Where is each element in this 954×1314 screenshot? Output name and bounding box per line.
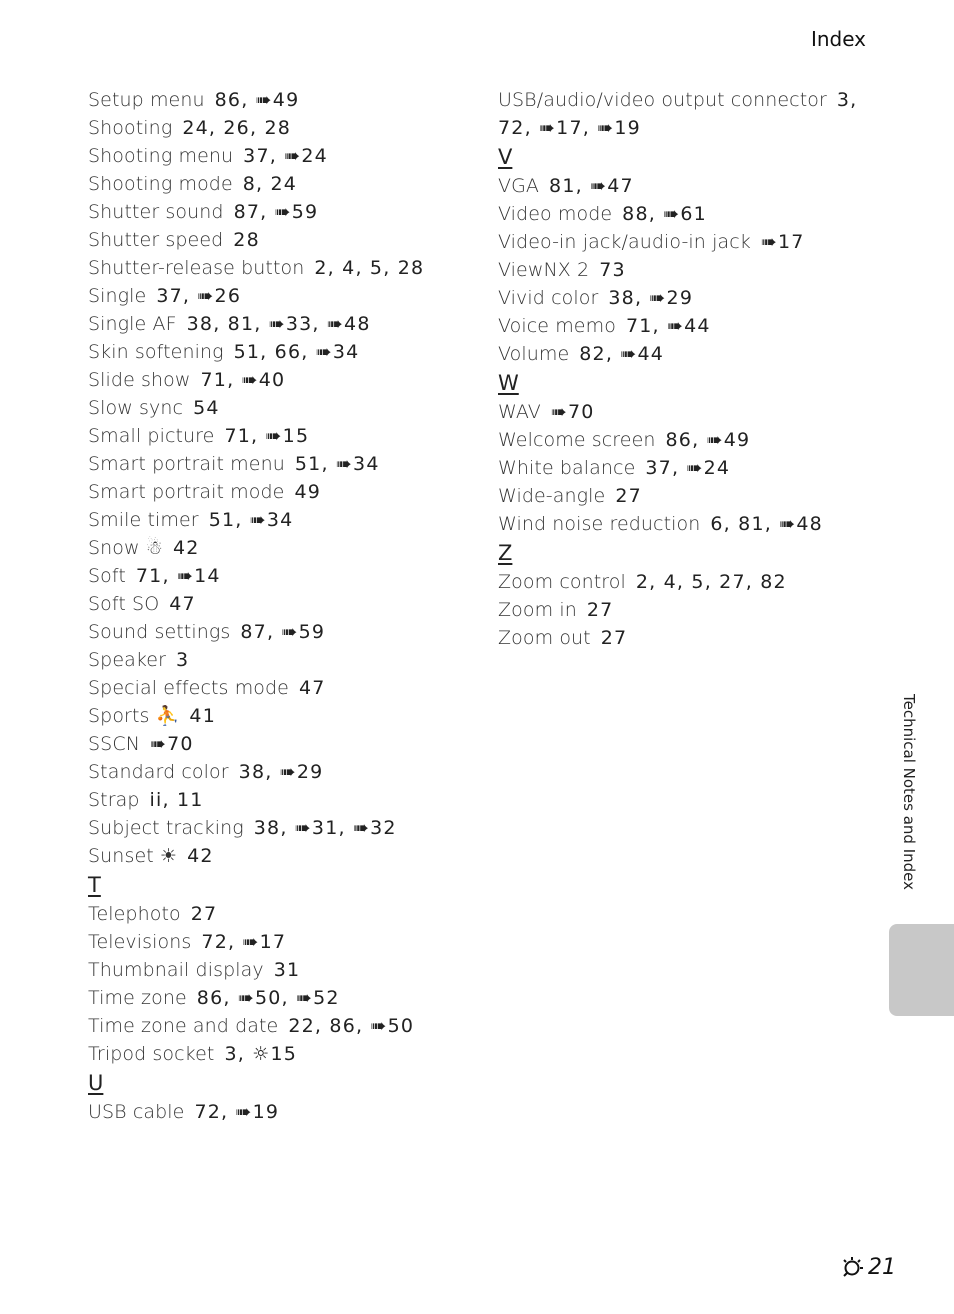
index-entry [88,478,468,506]
index-term: Slide show [88,369,191,391]
index-page-refs[interactable]: 2, 4, 5, 27, 82 [635,571,787,593]
index-term: Time zone and date [88,1015,279,1037]
index-term: Video mode [498,203,613,225]
index-letter-heading: U [88,1071,104,1095]
index-entry [88,702,468,730]
index-page-refs[interactable]: 71, ➠15 [224,425,310,447]
index-term: Skin softening [88,341,224,363]
index-entry [88,590,468,618]
index-term: Zoom out [498,627,591,649]
index-page-refs[interactable]: 28 [233,229,260,251]
index-entry [88,86,468,114]
index-page-refs[interactable]: 88, ➠61 [622,203,707,225]
index-page-refs[interactable]: 71, ➠40 [200,369,286,391]
index-page-refs[interactable]: 37, ➠24 [243,145,328,167]
index-term: Strap [88,789,140,811]
index-term: White balance [498,457,636,479]
index-entry [88,984,468,1012]
index-term: Shutter sound [88,201,224,223]
index-term: USB cable [88,1101,185,1123]
index-entry [88,450,468,478]
index-page-refs[interactable]: 3, ☼15 [224,1043,298,1065]
index-entry [88,646,468,674]
index-page-refs[interactable]: 27 [615,485,642,507]
index-term: Shutter speed [88,229,224,251]
index-page-refs[interactable]: 27 [600,627,628,649]
index-page-refs[interactable]: 2, 4, 5, 28 [314,257,425,279]
index-page-refs[interactable]: 42 [172,537,200,559]
index-entry [88,562,468,590]
index-entry [498,340,878,368]
index-term: Shooting mode [88,173,233,195]
index-letter-heading: Z [498,541,513,565]
index-term: Welcome screen [498,429,656,451]
index-entry [88,900,468,928]
index-page-refs[interactable]: 72, ➠19 [194,1101,280,1123]
index-entry [88,758,468,786]
index-page-refs[interactable]: 71, ➠14 [135,565,221,587]
index-page-refs[interactable]: 86, ➠50, ➠52 [196,987,340,1009]
index-letter-heading: T [88,873,101,897]
index-page-refs[interactable]: 47 [298,677,326,699]
index-term: Subject tracking [88,817,244,839]
technical-notes-icon [840,1254,866,1280]
index-entry [498,426,878,454]
index-term: Sunset ☀ [88,845,178,867]
index-term: Zoom control [498,571,626,593]
index-term: Small picture [88,425,215,447]
index-letter-heading: W [498,371,519,395]
index-entry [498,312,878,340]
index-entry [498,200,878,228]
index-term: Single AF [88,313,177,335]
index-entry [498,398,878,426]
index-entry [88,282,468,310]
index-term: Thumbnail display [88,959,264,981]
index-entry [88,534,468,562]
index-page-refs[interactable]: 81, ➠47 [549,175,634,197]
index-page-refs[interactable]: 86, ➠49 [214,89,300,111]
index-term: Video-in jack/audio-in jack [498,231,751,253]
index-entry [88,674,468,702]
index-term: USB/audio/video output connector [498,89,827,111]
page-footer [840,1254,896,1280]
index-column-left [88,86,468,1126]
index-entry [88,842,468,870]
index-page-refs[interactable]: 27 [190,903,218,925]
index-entry [88,928,468,956]
index-entry [88,814,468,842]
index-page-refs[interactable]: 38, ➠29 [238,761,324,783]
index-page-refs[interactable]: 51, ➠34 [208,509,294,531]
index-term: Zoom in [498,599,577,621]
index-page-refs[interactable]: 71, ➠44 [625,315,711,337]
index-page-refs[interactable]: ➠70 [150,733,194,755]
index-entry [498,596,878,624]
index-page-refs[interactable]: 38, ➠29 [608,287,694,309]
index-page-refs[interactable]: 47 [169,593,196,615]
index-term: Smile timer [88,509,199,531]
index-term: Shooting menu [88,145,234,167]
index-entry [88,114,468,142]
index-page-refs[interactable]: 38, 81, ➠33, ➠48 [186,313,371,335]
index-term: Slow sync [88,397,184,419]
index-page-refs[interactable]: 86, ➠49 [665,429,751,451]
index-page-refs[interactable]: 72, ➠17 [201,931,287,953]
index-term: Smart portrait mode [88,481,285,503]
index-term: Single [88,285,147,307]
index-entry [88,142,468,170]
index-entry [498,228,878,256]
index-entry [498,510,878,538]
index-entry [88,956,468,984]
index-page-refs[interactable]: 73 [599,259,626,281]
index-page-refs[interactable]: 41 [189,705,216,727]
index-entry [88,730,468,758]
index-entry [88,422,468,450]
index-letter-heading: V [498,145,513,169]
index-page-refs[interactable]: 22, 86, ➠50 [288,1015,415,1037]
index-page-refs[interactable]: 6, 81, ➠48 [710,513,823,535]
index-page-refs[interactable]: ➠70 [550,401,595,423]
index-entry [88,226,468,254]
index-term: Special effects mode [88,677,289,699]
index-page-refs[interactable]: 24, 26, 28 [182,117,292,139]
index-entry [88,618,468,646]
index-term: Sports ⛹ [88,705,180,727]
index-entry [88,254,468,282]
index-term: Time zone [88,987,187,1009]
index-entry [88,1012,468,1040]
index-page-refs[interactable]: 87, ➠59 [233,201,319,223]
index-term: Tripod socket [88,1043,215,1065]
index-term: Wind noise reduction [498,513,701,535]
index-page-refs[interactable]: 87, ➠59 [240,621,326,643]
index-term: Standard color [88,761,229,783]
index-entry [498,482,878,510]
index-term: Shooting [88,117,173,139]
page-number: 21 [868,1254,896,1280]
index-page-refs[interactable]: 8, 24 [242,173,298,195]
index-term: Soft SO [88,593,160,615]
index-page-refs[interactable]: 51, ➠34 [294,453,380,475]
index-term: Snow ☃ [88,537,163,559]
index-term: Televisions [88,931,192,953]
index-page-refs[interactable]: 38, ➠31, ➠32 [253,817,397,839]
index-term: SSCN [88,733,141,755]
index-entry [498,624,878,652]
index-term: VGA [498,175,540,197]
index-page-refs[interactable]: 31 [273,959,301,981]
index-entry [88,506,468,534]
index-term: Smart portrait menu [88,453,285,475]
index-page-refs[interactable]: 54 [193,397,220,419]
index-entry [88,310,468,338]
index-entry [498,284,878,312]
index-entry [88,338,468,366]
index-page-refs[interactable]: ➠17 [760,231,805,253]
index-entry [88,1040,468,1068]
index-page-refs[interactable]: 3, 72, ➠17, ➠19 [498,89,858,139]
index-term: Soft [88,565,126,587]
index-entry [498,256,878,284]
index-page-refs[interactable]: 51, 66, ➠34 [233,341,360,363]
index-term: Volume [498,343,570,365]
index-entry [498,568,878,596]
index-entry [88,366,468,394]
index-page-refs[interactable]: 27 [586,599,614,621]
index-term: Speaker [88,649,166,671]
index-page-refs[interactable]: 82, ➠44 [579,343,665,365]
index-entry [88,198,468,226]
index-page-refs[interactable]: 37, ➠26 [156,285,242,307]
side-tab-label: Technical Notes and Index [900,694,918,891]
index-entry [498,86,878,142]
index-column-right [498,86,878,652]
index-term: Sound settings [88,621,231,643]
index-term: Telephoto [88,903,181,925]
index-entry [498,454,878,482]
index-term: Setup menu [88,89,205,111]
index-term: WAV [498,401,541,423]
index-term: Vivid color [498,287,599,309]
section-tab[interactable] [889,924,954,1016]
page-header-title: Index [810,27,866,51]
index-page-refs[interactable]: 49 [294,481,322,503]
index-term: Shutter-release button [88,257,305,279]
index-page-refs[interactable]: 37, ➠24 [645,457,731,479]
index-entry [88,786,468,814]
index-entry [88,1098,468,1126]
index-entry [88,394,468,422]
index-page-refs[interactable]: 3 [175,649,190,671]
index-term: Voice memo [498,315,616,337]
index-term: ViewNX 2 [498,259,590,281]
index-page-refs[interactable]: ii, 11 [149,789,204,811]
index-term: Wide-angle [498,485,606,507]
index-entry [498,172,878,200]
index-page-refs[interactable]: 42 [187,845,214,867]
index-entry [88,170,468,198]
